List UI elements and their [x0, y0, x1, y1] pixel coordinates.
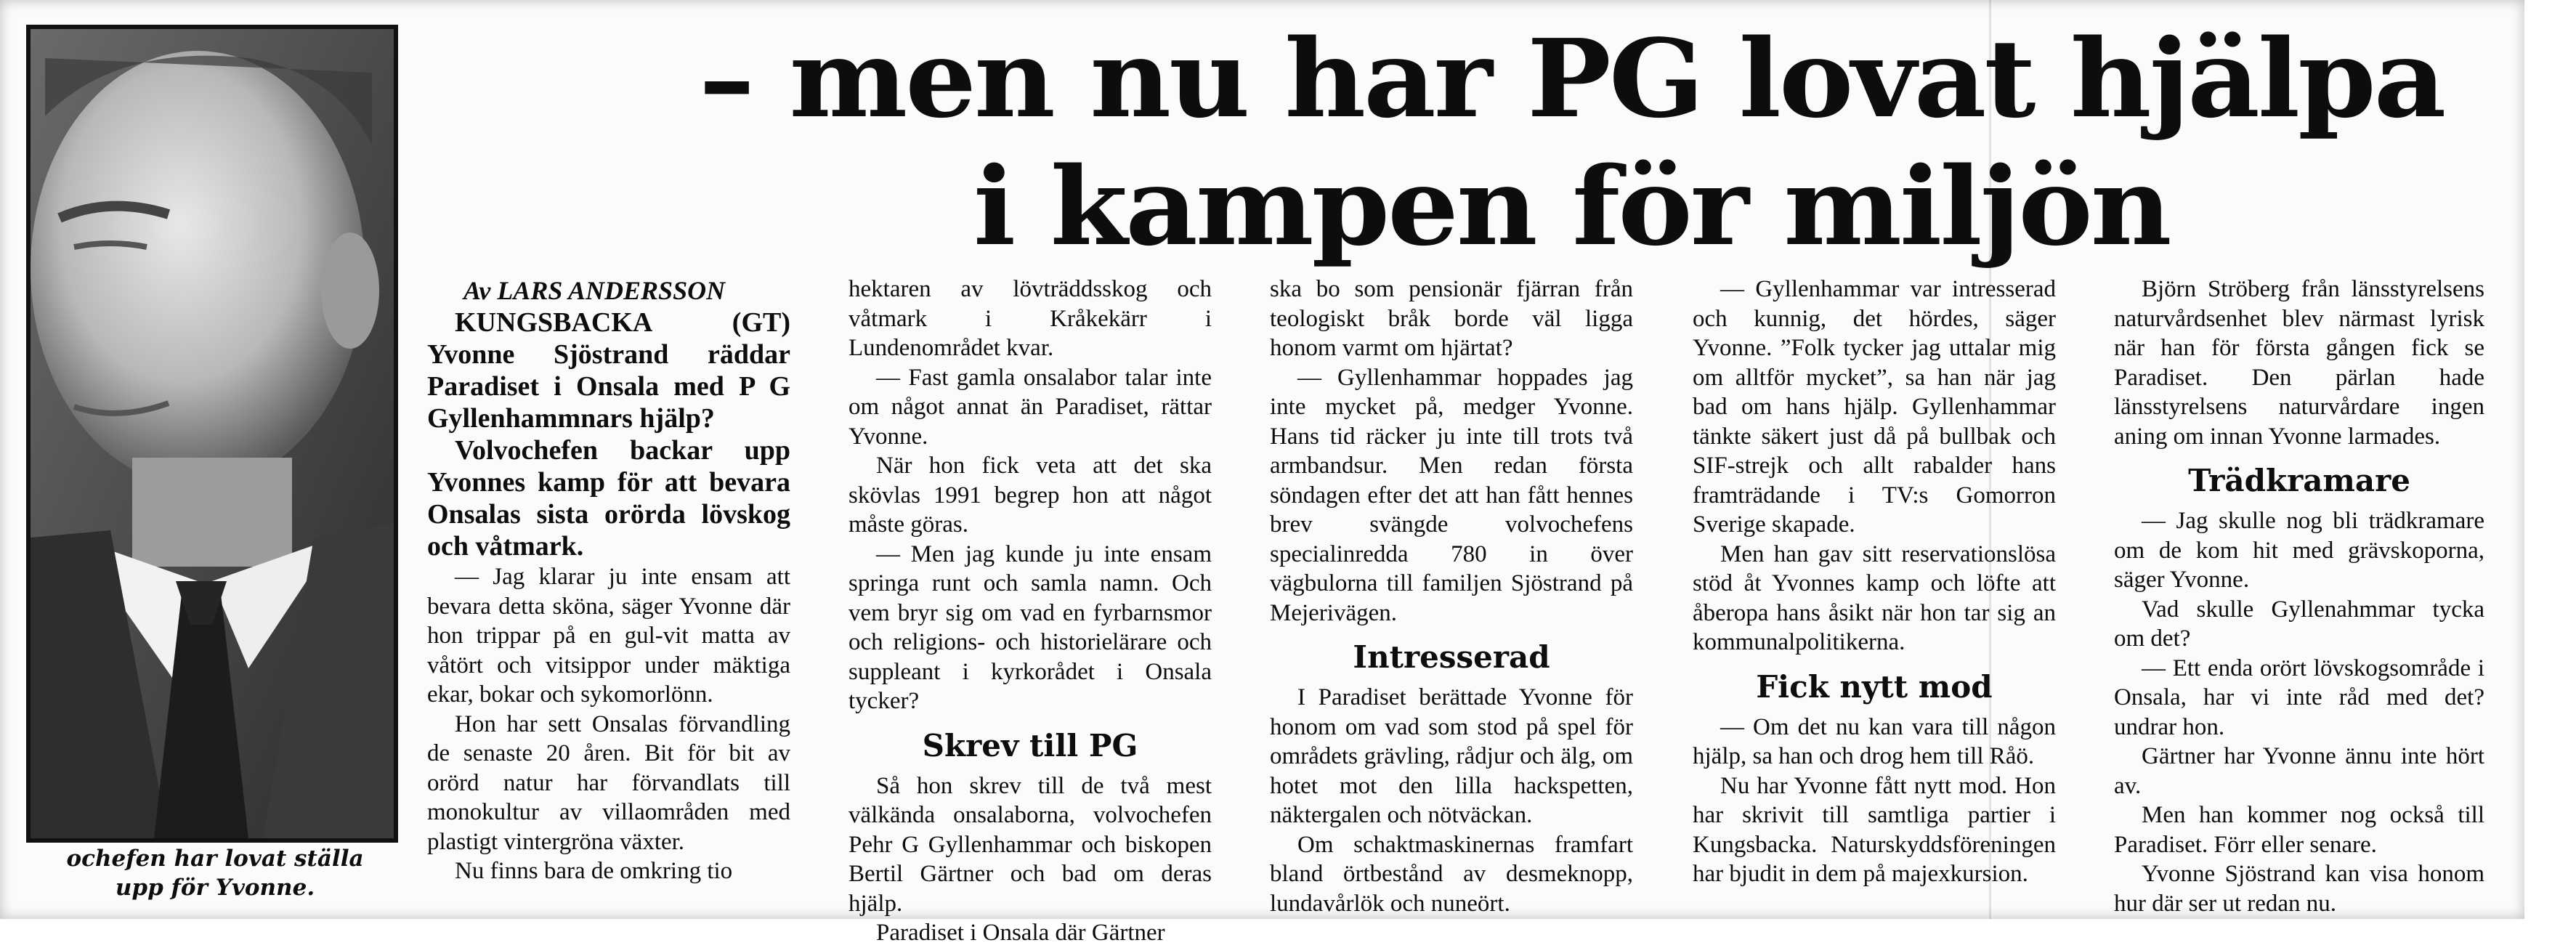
article-column-4 [1693, 275, 2056, 907]
body-paragraph: — Gyllenhammar var intresserad och kunnig, det hördes, säger Yvonne. ”Folk tycker jag uttalar mig om alltför mycket”, sa han när jag bad om hans hjälp. Gyllenhammar tänkte säkert just då på bullbak och SIF-strejk och allt rabalder hans framträdande i TV:s Gomorron Sverige skapade. [1693, 276, 2056, 538]
byline: Av LARS ANDERSSON [463, 276, 726, 305]
body-paragraph: Men han kommer nog också till Paradiset. Förr eller senare. [2114, 802, 2484, 858]
body-paragraph: — Gyllenhammar hoppades jag inte mycket på, medger Yvonne. Hans tid räcker ju inte till trots två armbandsur. Men redan första söndagen efter det att han fått hennes brev svängde volvochefens specialinredda 780 in över vägbulorna till familjen Sjöstrand på Mejerivägen. [1270, 364, 1633, 626]
body-paragraph: Björn Ströberg från länsstyrelsens naturvårdsenhet blev närmast lyrisk när han för första gången fick se Paradiset. Den pärlan hade länsstyrelsens naturvårdare ingen aning om innan Yvonne larmades. [2114, 276, 2484, 450]
body-paragraph: — Ett enda orört lövskogsområde i Onsala, har vi inte råd med det? undrar hon. [2114, 655, 2484, 740]
body-paragraph: Yvonne Sjöstrand kan visa honom hur där ser ut redan nu. [2114, 861, 2484, 917]
body-paragraph: — Jag skulle nog bli trädkramare om de kom hit med grävskoporna, säger Yvonne. [2114, 508, 2484, 593]
body-paragraph: ska bo som pensionär fjärran från teologiskt bråk borde väl ligga honom varmt om hjärtat? [1270, 276, 1633, 361]
body-paragraph: — Men jag kunde ju inte ensam springa runt och samla namn. Och vem bryr sig om vad en fyrbarnsmor och religions- och historielärare och suppleant i kyrkorådet i Onsala tycker? [848, 540, 1212, 714]
body-paragraph: Gärtner har Yvonne ännu inte hört av. [2114, 743, 2484, 799]
article-column-5 [2114, 275, 2484, 917]
subheading-tradkramare: Trädkramare [2188, 463, 2410, 498]
headline-line-1: – men nu har PG lovat hjälpa [699, 15, 2445, 142]
article-column-3 [1270, 275, 1633, 917]
body-paragraph: I Paradiset berättade Yvonne för honom om vad som stod på spel för områdets grävling, rådjur och älg, om hotet mot den lilla hackspetten, näktergalen och nötväckan. [1270, 684, 1633, 828]
subheading-fick-nytt-mod: Fick nytt mod [1756, 668, 1993, 705]
portrait-photo [26, 25, 398, 843]
headline-line-2: i kampen för miljön [973, 143, 2170, 270]
article-column-1 [427, 275, 790, 907]
body-paragraph: Nu har Yvonne fått nytt mod. Hon har skrivit till samtliga partier i Kungsbacka. Naturskyddsföreningen har bjudit in dem på majexkursion. [1693, 772, 2056, 887]
lead-paragraph-1: KUNGSBACKA (GT) Yvonne Sjöstrand räddar Paradiset i Onsala med P G Gyllenhammnars hjälp? [427, 307, 790, 434]
body-paragraph: Men han gav sitt reservationslösa stöd åt Yvonnes kamp och löfte att åberopa hans åsikt när hon tar sig an kommunalpolitikerna. [1693, 540, 2056, 655]
photo-caption: ochefen har lovat ställa upp för Yvonne. [66, 846, 364, 901]
portrait-image [31, 29, 394, 838]
body-paragraph: — Jag klarar ju inte ensam att bevara detta sköna, säger Yvonne där hon trippar på en gul-vit matta av våtört och vitsippor under mäktiga ekar, bokar och sykomorlönn. [427, 564, 790, 708]
body-paragraph: — Fast gamla onsalabor talar inte om något annat än Paradiset, rättar Yvonne. [848, 364, 1212, 450]
body-paragraph: — Om det nu kan vara till någon hjälp, sa han och drog hem till Råö. [1693, 713, 2056, 769]
subheading-skrev-till-pg: Skrev till PG [922, 727, 1138, 763]
headline [567, 15, 2576, 270]
body-paragraph: hektaren av lövträddsskog och våtmark i Kråkekärr i Lundenområdet kvar. [848, 276, 1212, 361]
article-column-2 [848, 275, 1212, 946]
body-paragraph: När hon fick veta att det ska skövlas 1991 begrep hon att något måste göras. [848, 453, 1212, 538]
lead-paragraph-2: Volvochefen backar upp Yvonnes kamp för att bevara Onsalas sista orörda lövskog och våtmark. [427, 435, 790, 562]
body-paragraph: Så hon skrev till de två mest välkända onsalaborna, volvochefen Pehr G Gyllenhammar och biskopen Bertil Gärtner och bad om deras hjälp. [848, 772, 1212, 917]
body-paragraph: Vad skulle Gyllenahmmar tycka om det? [2114, 596, 2484, 652]
body-paragraph: Nu finns bara de omkring tio [455, 858, 733, 884]
body-paragraph: Hon har sett Onsalas förvandling de senaste 20 åren. Bit för bit av orörd natur har förvandlats till monokultur av villaområden med plastigt vintergröna växter. [427, 710, 790, 855]
body-paragraph: Paradiset i Onsala där Gärtner [876, 920, 1165, 946]
body-paragraph: Om schaktmaskinernas framfart bland örtbestånd av desmeknopp, lundavårlök och nuneört. [1270, 831, 1633, 917]
subheading-intresserad: Intresserad [1353, 639, 1550, 675]
